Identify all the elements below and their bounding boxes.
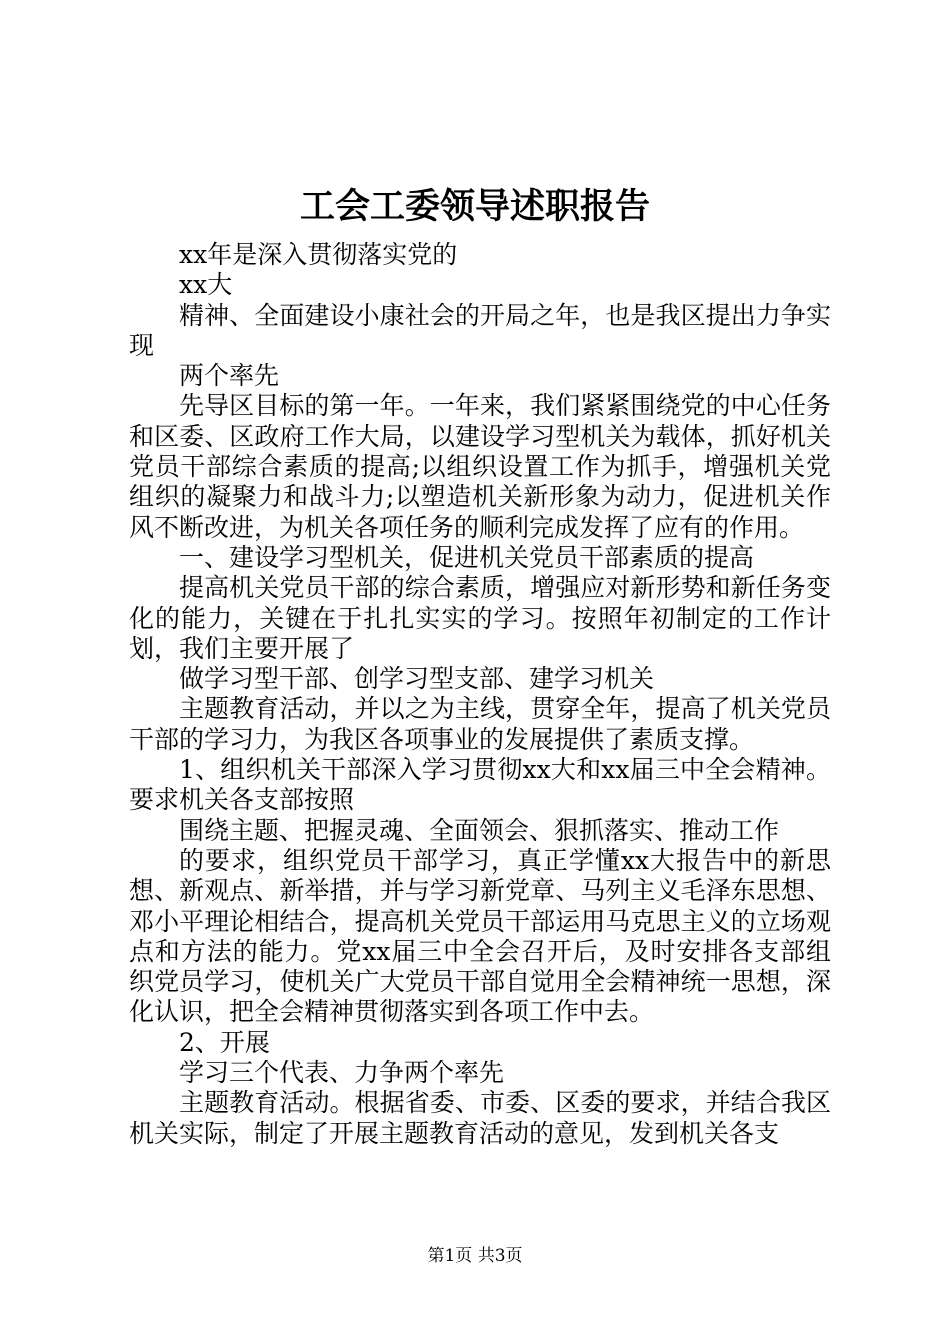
paragraph: 1、组织机关干部深入学习贯彻xx大和xx届三中全会精神。要求机关各支部按照 — [129, 755, 831, 815]
paragraph: 学习三个代表、力争两个率先 — [179, 1058, 505, 1088]
paragraph: 提高机关党员干部的综合素质，增强应对新形势和新任务变化的能力，关键在于扎扎实实的学习。按照年初制定的工作计划，我们主要开展了 — [129, 573, 831, 663]
page-number-footer: 第1页 共3页 — [427, 1246, 523, 1266]
paragraph: 的要求，组织党员干部学习，真正学懂xx大报告中的新思想、新观点、新举措，并与学习新党章、马列主义毛泽东思想、邓小平理论相结合，提高机关党员干部运用马克思主义的立场观点和方法的能力。党xx届三中全会召开后，及时安排各支部组织党员学习，使机关广大党员干部自觉用全会精神统一思想，深化认识，把全会精神贯彻落实到各项工作中去。 — [129, 845, 831, 1027]
document-title: 工会工委领导述职报告 — [299, 186, 650, 227]
paragraph: xx大 — [179, 270, 233, 300]
paragraph: xx年是深入贯彻落实党的 — [179, 240, 458, 269]
paragraph: 主题教育活动，并以之为主线，贯穿全年，提高了机关党员干部的学习力，为我区各项事业的发展提供了素质支撑。 — [129, 694, 831, 754]
paragraph: 两个率先 — [179, 361, 280, 391]
paragraph: 2、开展 — [179, 1027, 270, 1057]
paragraph: 做学习型干部、创学习型支部、建学习机关 — [179, 664, 655, 694]
document-body — [129, 240, 831, 1149]
paragraph: 一、建设学习型机关，促进机关党员干部素质的提高 — [179, 542, 755, 572]
paragraph: 先导区目标的第一年。一年来，我们紧紧围绕党的中心任务和区委、区政府工作大局，以建设学习型机关为载体，抓好机关党员干部综合素质的提高;以组织设置工作为抓手，增强机关党组织的凝聚力和战斗力;以塑造机关新形象为动力，促进机关作风不断改进，为机关各项任务的顺利完成发挥了应有的作用。 — [129, 391, 831, 542]
paragraph: 主题教育活动。根据省委、市委、区委的要求，并结合我区机关实际，制定了开展主题教育活动的意见，发到机关各支 — [129, 1088, 831, 1148]
paragraph: 精神、全面建设小康社会的开局之年，也是我区提出力争实现 — [129, 300, 831, 360]
paragraph: 围绕主题、把握灵魂、全面领会、狠抓落实、推动工作 — [179, 815, 780, 845]
